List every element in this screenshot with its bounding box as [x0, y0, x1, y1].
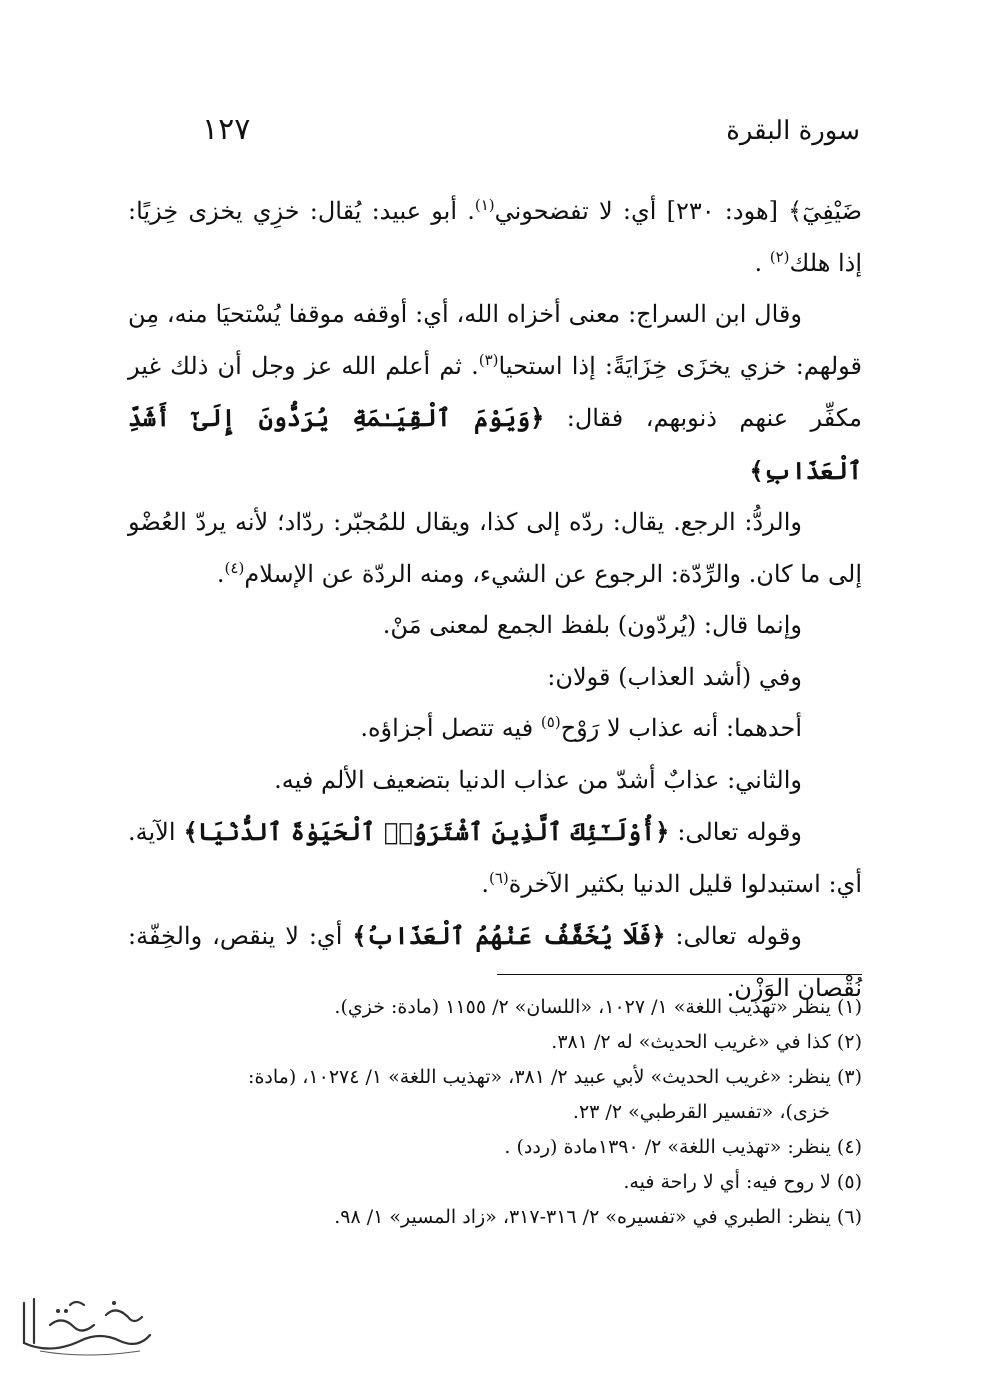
- text-segment: أحدهما: أنه عذاب لا رَوْح: [560, 714, 802, 742]
- quran-verse: ﴿أُوْلَـٰٓئِكَ ٱلَّذِينَ ٱشْتَرَوُا۟ ٱلْحَيَوٰةَ ٱلدُّنْيَا﴾: [183, 817, 670, 846]
- footnotes: [126, 990, 862, 1235]
- text-segment: والردُّ: الرجع. يقال: ردّه إلى كذا، ويقال للمُجبّر: ردّاد؛ لأنه يردّ العُضْو إلى ما كان. والرِّدّة: الرجوع عن الشيء، ومنه الردّة عن الإسلام: [128, 508, 862, 588]
- page-number: ١٢٧: [202, 112, 251, 147]
- page-header: [202, 112, 860, 147]
- paragraph-8: [128, 806, 862, 910]
- footnote-1: (١) ينظر «تهذيب اللغة» ١/ ١٠٢٧، «اللسان» ٢/ ١١٥٥ (مادة: خزي).: [334, 996, 862, 1018]
- footnote-5: (٥) لا روح فيه: أي لا راحة فيه.: [623, 1171, 862, 1193]
- footnote-3-continued: خزى)، «تفسير القرطبي» ٢/ ٢٣.: [572, 1101, 830, 1123]
- footnote-2: (٢) كذا في «غريب الحديث» له ٢/ ٣٨١.: [551, 1031, 862, 1053]
- footnote-ref-4: (٤): [224, 558, 245, 577]
- text-segment: وقوله تعالى:: [669, 818, 802, 846]
- text-segment: وقال ابن السراج: معنى أخزاه الله، أي: أوقفه موقفا يُسْتحيَا منه، مِن قولهم: خزي يخزَى خِزَايَةً: إذا استحيا: [128, 300, 862, 380]
- footnote-ref-2: (٢): [769, 247, 790, 266]
- main-text: [128, 186, 862, 1014]
- text-segment: الآية. أي: استبدلوا قليل الدنيا بكثير الآخرة: [128, 818, 862, 898]
- surah-name: سورة البقرة: [726, 116, 860, 146]
- text-segment: أي: لا ينقص، والخِفّة: نُقْصان الوَزْن.: [128, 922, 862, 1002]
- paragraph-5: وفي (أشد العذاب) قولان:: [547, 662, 802, 691]
- footnote-ref-1: (١): [474, 196, 495, 214]
- paragraph-7: والثاني: عذابٌ أشدّ من عذاب الدنيا بتضعيف الألم فيه.: [274, 765, 802, 794]
- text-segment: ضَيْفِيٓ﴾ [هود: ٢٣٠] أي: لا تفضحوني: [494, 197, 863, 225]
- text-segment: خِزيًا: إذا هلك: [128, 197, 862, 277]
- quran-verse: ﴿وَيَوْمَ ٱلْقِيَـٰمَةِ يُرَدُّونَ إِلَىٰٓ أَشَدِّ ٱلْعَذَابِ﴾: [128, 403, 862, 485]
- text-segment: فيه تتصل أجزاؤه.: [360, 714, 541, 742]
- text-segment: . أبو عبيد: يُقال: خزِي يخزى: [188, 197, 475, 225]
- text-segment: وقوله تعالى:: [665, 922, 802, 950]
- paragraph-1: [128, 186, 862, 289]
- paragraph-4: وإنما قال: (يُردّون) بلفظ الجمع لمعنى مَنْ.: [382, 611, 802, 639]
- paragraph-6: [128, 703, 862, 755]
- paragraph-3: [128, 497, 862, 600]
- footnote-3: (٣) ينظر: «غريب الحديث» لأبي عبيد ٢/ ٣٨١، «تهذيب اللغة» ١/ ١٠٢٧٤، (مادة:: [248, 1066, 862, 1088]
- footnote-ref-5: (٥): [540, 713, 561, 731]
- footnote-4: (٤) ينظر: «تهذيب اللغة» ٢/ ١٣٩٠مادة (ردد) .: [504, 1136, 862, 1158]
- text-segment: .: [481, 869, 489, 898]
- text-segment: .: [216, 559, 225, 588]
- footnote-6: (٦) ينظر: الطبري في «تفسيره» ٢/ ٣١٦-٣١٧، «زاد المسير» ١/ ٩٨.: [334, 1206, 862, 1228]
- footnote-ref-6: (٦): [488, 868, 509, 887]
- text-segment: .: [754, 248, 770, 277]
- quran-verse: ﴿فَلَا يُخَفَّفُ عَنْهُمُ ٱلْعَذَابُ﴾: [352, 921, 666, 950]
- footnote-divider: [497, 974, 862, 975]
- paragraph-2: [128, 289, 862, 497]
- text-segment: . ثم أعلم الله عز وجل أن ذلك غير مكفِّر عنهم ذنوبهم، فقال:: [128, 351, 863, 432]
- publisher-logo: [10, 1285, 160, 1360]
- footnote-ref-3: (٣): [478, 350, 499, 369]
